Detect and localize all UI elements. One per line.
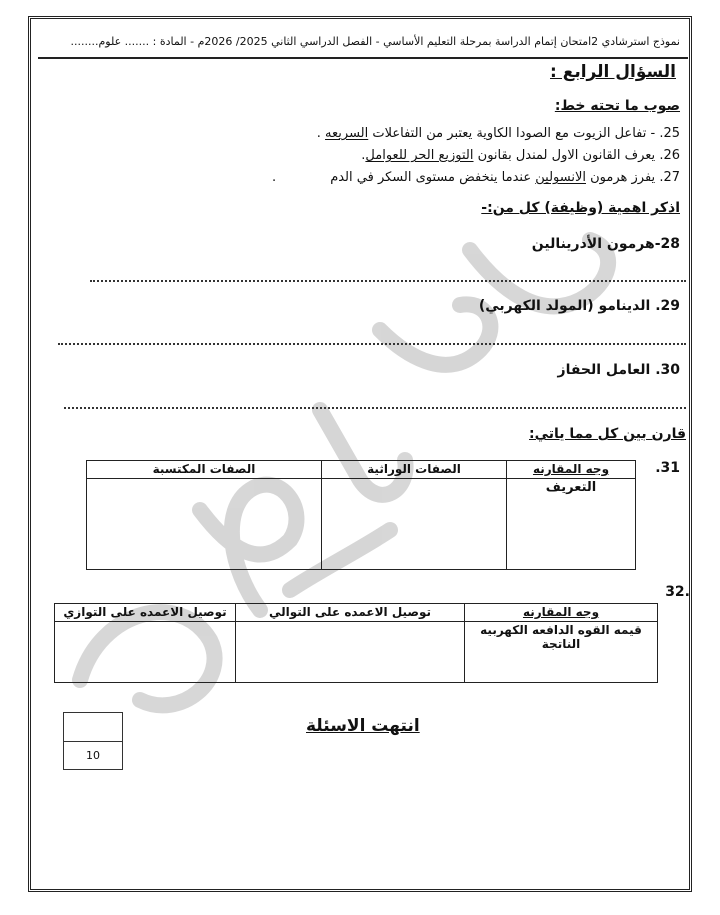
answer-cell[interactable] <box>55 622 236 683</box>
header-cell: توصيل الاعمده على التوالي <box>236 604 465 622</box>
item-26 <box>361 148 680 163</box>
table-row <box>55 622 658 683</box>
item-number: 30. <box>655 362 680 378</box>
item-29 <box>479 298 680 314</box>
score-total: 10 <box>86 749 100 762</box>
item-number: 26. <box>659 148 680 163</box>
item-27 <box>330 170 680 185</box>
answer-cell[interactable] <box>322 479 507 570</box>
question-title: السؤال الرابع : <box>550 62 676 82</box>
score-box <box>63 712 123 770</box>
item-30 <box>558 362 680 378</box>
item-number: 28 <box>660 236 680 252</box>
exam-header: نموذج استرشادي 2امتحان إتمام الدراسة بمرحلة التعليم الأساسي - الفصل الدراسي الثاني 2025/ 2026م - المادة : ....... علوم........ <box>70 35 680 48</box>
underlined-term: الانسولين <box>535 170 586 185</box>
row-label: التعريف <box>507 479 636 570</box>
answer-line[interactable] <box>64 407 686 409</box>
header-cell: وجه المقارنه <box>465 604 658 622</box>
item-28 <box>532 236 680 252</box>
item-text: يفرز هرمون <box>586 170 656 185</box>
underlined-term: التوزيع الحر للعوامل <box>365 148 474 163</box>
item-end: . <box>316 126 326 141</box>
row-label: قيمه القوه الدافعه الكهربيه الناتجة <box>465 622 658 683</box>
question-32-number: .32 <box>665 584 690 600</box>
item-number: 29. <box>655 298 680 314</box>
item-number: 25. <box>659 126 680 141</box>
item-25 <box>317 126 680 141</box>
header-cell: وجه المقارنه <box>507 461 636 479</box>
correct-section-title: صوب ما تحته خط: <box>554 98 680 114</box>
item-text: - تفاعل الزيوت مع الصودا الكاوية يعتبر من التفاعلات <box>368 126 656 141</box>
header-cell: الصفات المكتسبة <box>87 461 322 479</box>
compare-section-title: قارن بين كل مما ياتي: <box>529 426 686 442</box>
item-end: عندما ينخفض مستوى السكر في الدم <box>330 170 536 185</box>
table-header-row <box>55 604 658 622</box>
table-row <box>87 479 636 570</box>
end-of-questions: انتهت الاسئلة <box>306 716 420 736</box>
score-divider <box>64 741 122 742</box>
header-cell: توصيل الاعمده على التوازي <box>55 604 236 622</box>
item-label: -هرمون الأدرينالين <box>531 236 661 252</box>
item-number: 27. <box>659 170 680 185</box>
question-31-number: 31. <box>655 460 680 476</box>
answer-line[interactable] <box>90 280 686 282</box>
answer-cell[interactable] <box>87 479 322 570</box>
comparison-table-32 <box>54 603 658 683</box>
item-end: . <box>361 148 366 163</box>
importance-section-title: اذكر اهمية (وظيفة) كل من:- <box>481 200 680 216</box>
answer-cell[interactable] <box>236 622 465 683</box>
header-rule <box>38 57 688 59</box>
item-text: يعرف القانون الاول لمندل بقانون <box>473 148 656 163</box>
item-27-trailing-dot: . <box>272 170 277 185</box>
underlined-term: السريعه <box>325 126 369 141</box>
answer-line[interactable] <box>58 343 686 345</box>
header-cell: الصفات الوراثية <box>322 461 507 479</box>
comparison-table-31 <box>86 460 636 570</box>
item-label: العامل الحفاز <box>557 362 651 378</box>
table-header-row <box>87 461 636 479</box>
item-label: الدينامو (المولد الكهربي) <box>478 298 651 314</box>
